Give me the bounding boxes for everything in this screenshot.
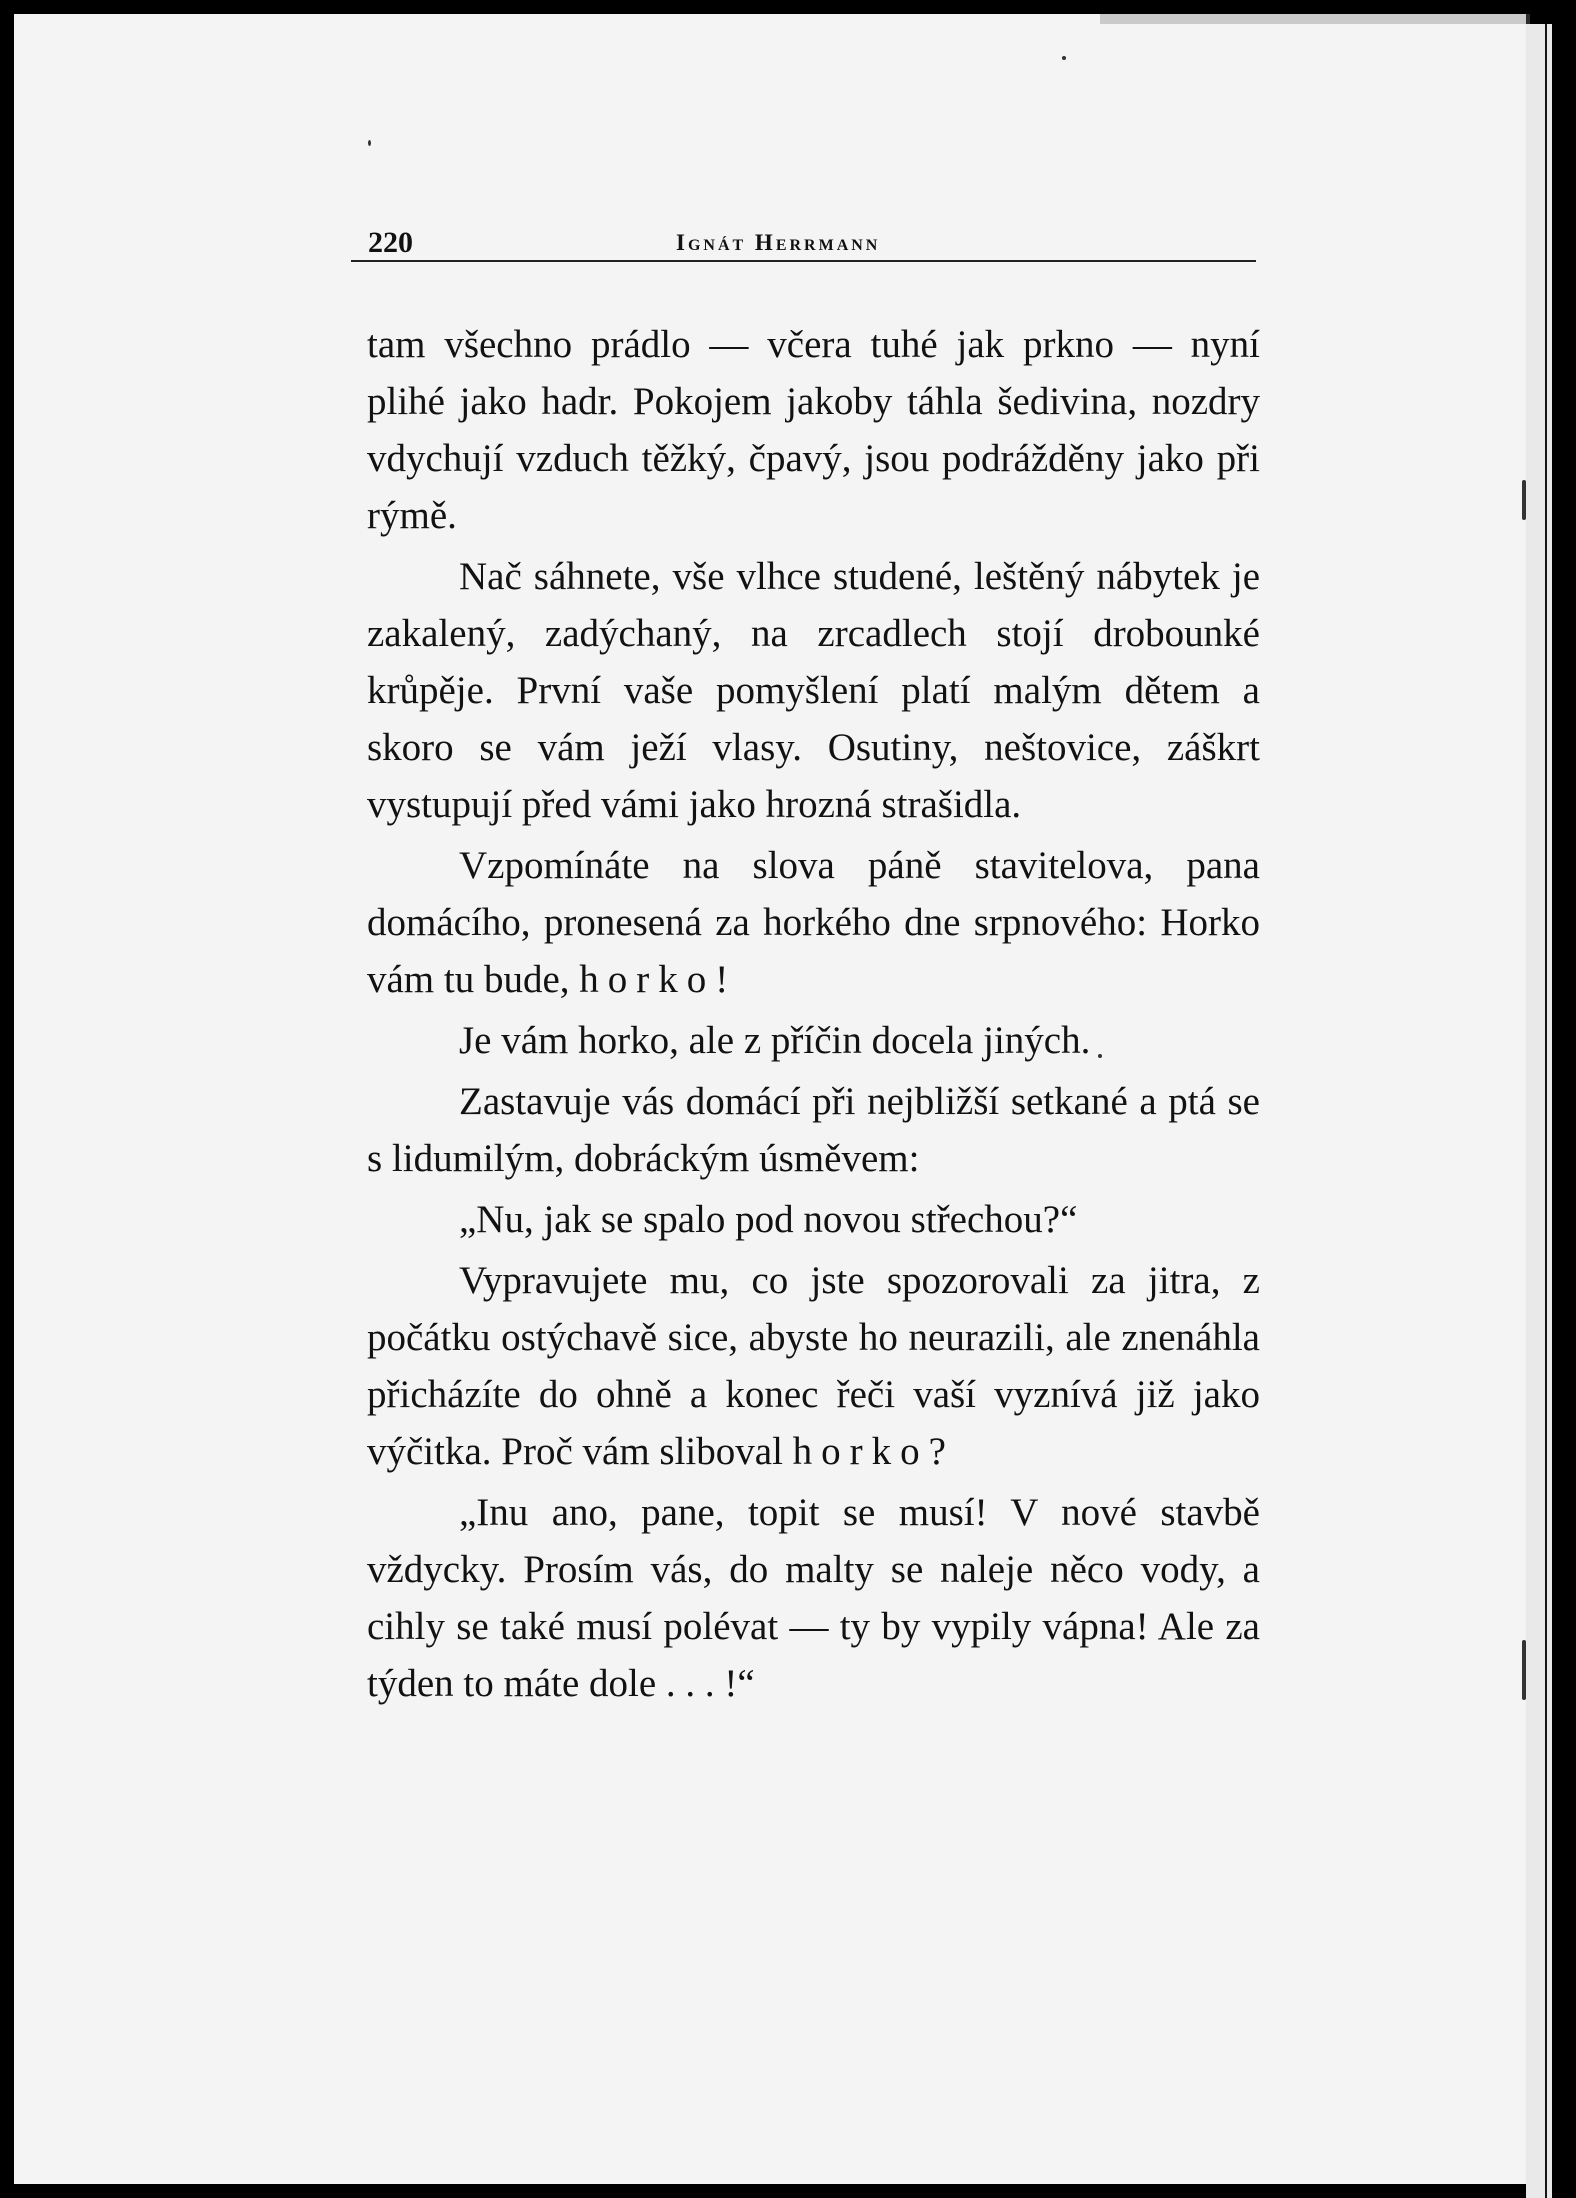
scan-top-shadow — [1100, 14, 1530, 24]
paragraph-6-quote: „Nu, jak se spalo pod novou střechou?“ — [459, 1198, 1078, 1241]
page-body — [367, 316, 1260, 1716]
page-number: 220 — [368, 226, 413, 259]
adjacent-page-edge — [1526, 24, 1552, 2198]
paragraph-3-text: Vzpomínáte na slova páně stavitelova, pana domácího, pronesená za horkého dne srpnového: Horko vám tu bude, — [367, 844, 1260, 1001]
paragraph-4: Je vám horko, ale z příčin docela jiných. — [459, 1019, 1091, 1062]
spaced-word-horko: horko — [579, 958, 716, 1001]
scan-speck — [1098, 1054, 1102, 1058]
header-rule — [351, 260, 1256, 262]
scan-speck — [368, 140, 371, 146]
running-head-author: Ignát Herrmann — [676, 230, 881, 255]
paragraph-2: Nač sáhnete, vše vlhce studené, leštěný nábytek je zakalený, zadýchaný, na zrcadlech stojí drobounké krůpěje. První vaše pomyšlení platí malým dětem a skoro se vám ježí vlasy. Osutiny, neštovice, záškrt vystupují před vámi jako hrozná strašidla. — [367, 555, 1260, 826]
page-edge-line — [1545, 24, 1547, 2198]
paragraph-3 — [367, 837, 1260, 1008]
scan-speck — [1062, 56, 1066, 60]
paragraph-3-end: ! — [715, 958, 729, 1001]
paragraph-8-quote: „Inu ano, pane, topit se musí! V nové stavbě vždycky. Prosím vás, do malty se naleje něco vody, a cihly se také musí polévat — ty by vypily vápna! Ale za týden to máte dole . . . !“ — [367, 1491, 1260, 1705]
spaced-word-horko-2: horko — [792, 1430, 929, 1473]
paragraph-7 — [367, 1252, 1260, 1480]
paragraph-7-end: ? — [928, 1430, 946, 1473]
paragraph-5: Zastavuje vás domácí při nejbližší setkané a ptá se s lidumilým, dobráckým úsměvem: — [367, 1080, 1260, 1180]
paragraph-7-text: Vypravujete mu, co jste spozorovali za jitra, z počátku ostýchavě sice, abyste ho neurazili, ale znenáhla přicházíte do ohně a konec řeči vaší vyznívá již jako výčitka. Proč vám sliboval — [367, 1259, 1260, 1473]
paragraph-1: tam všechno prádlo — včera tuhé jak prkno — nyní plihé jako hadr. Pokojem jakoby táhla šedivina, nozdry vdychují vzduch těžký, čpavý, jsou podrážděny jako při rýmě. — [367, 323, 1260, 537]
scan-speck — [1522, 1640, 1526, 1700]
page-header — [351, 224, 1256, 264]
scan-speck — [1522, 480, 1526, 520]
